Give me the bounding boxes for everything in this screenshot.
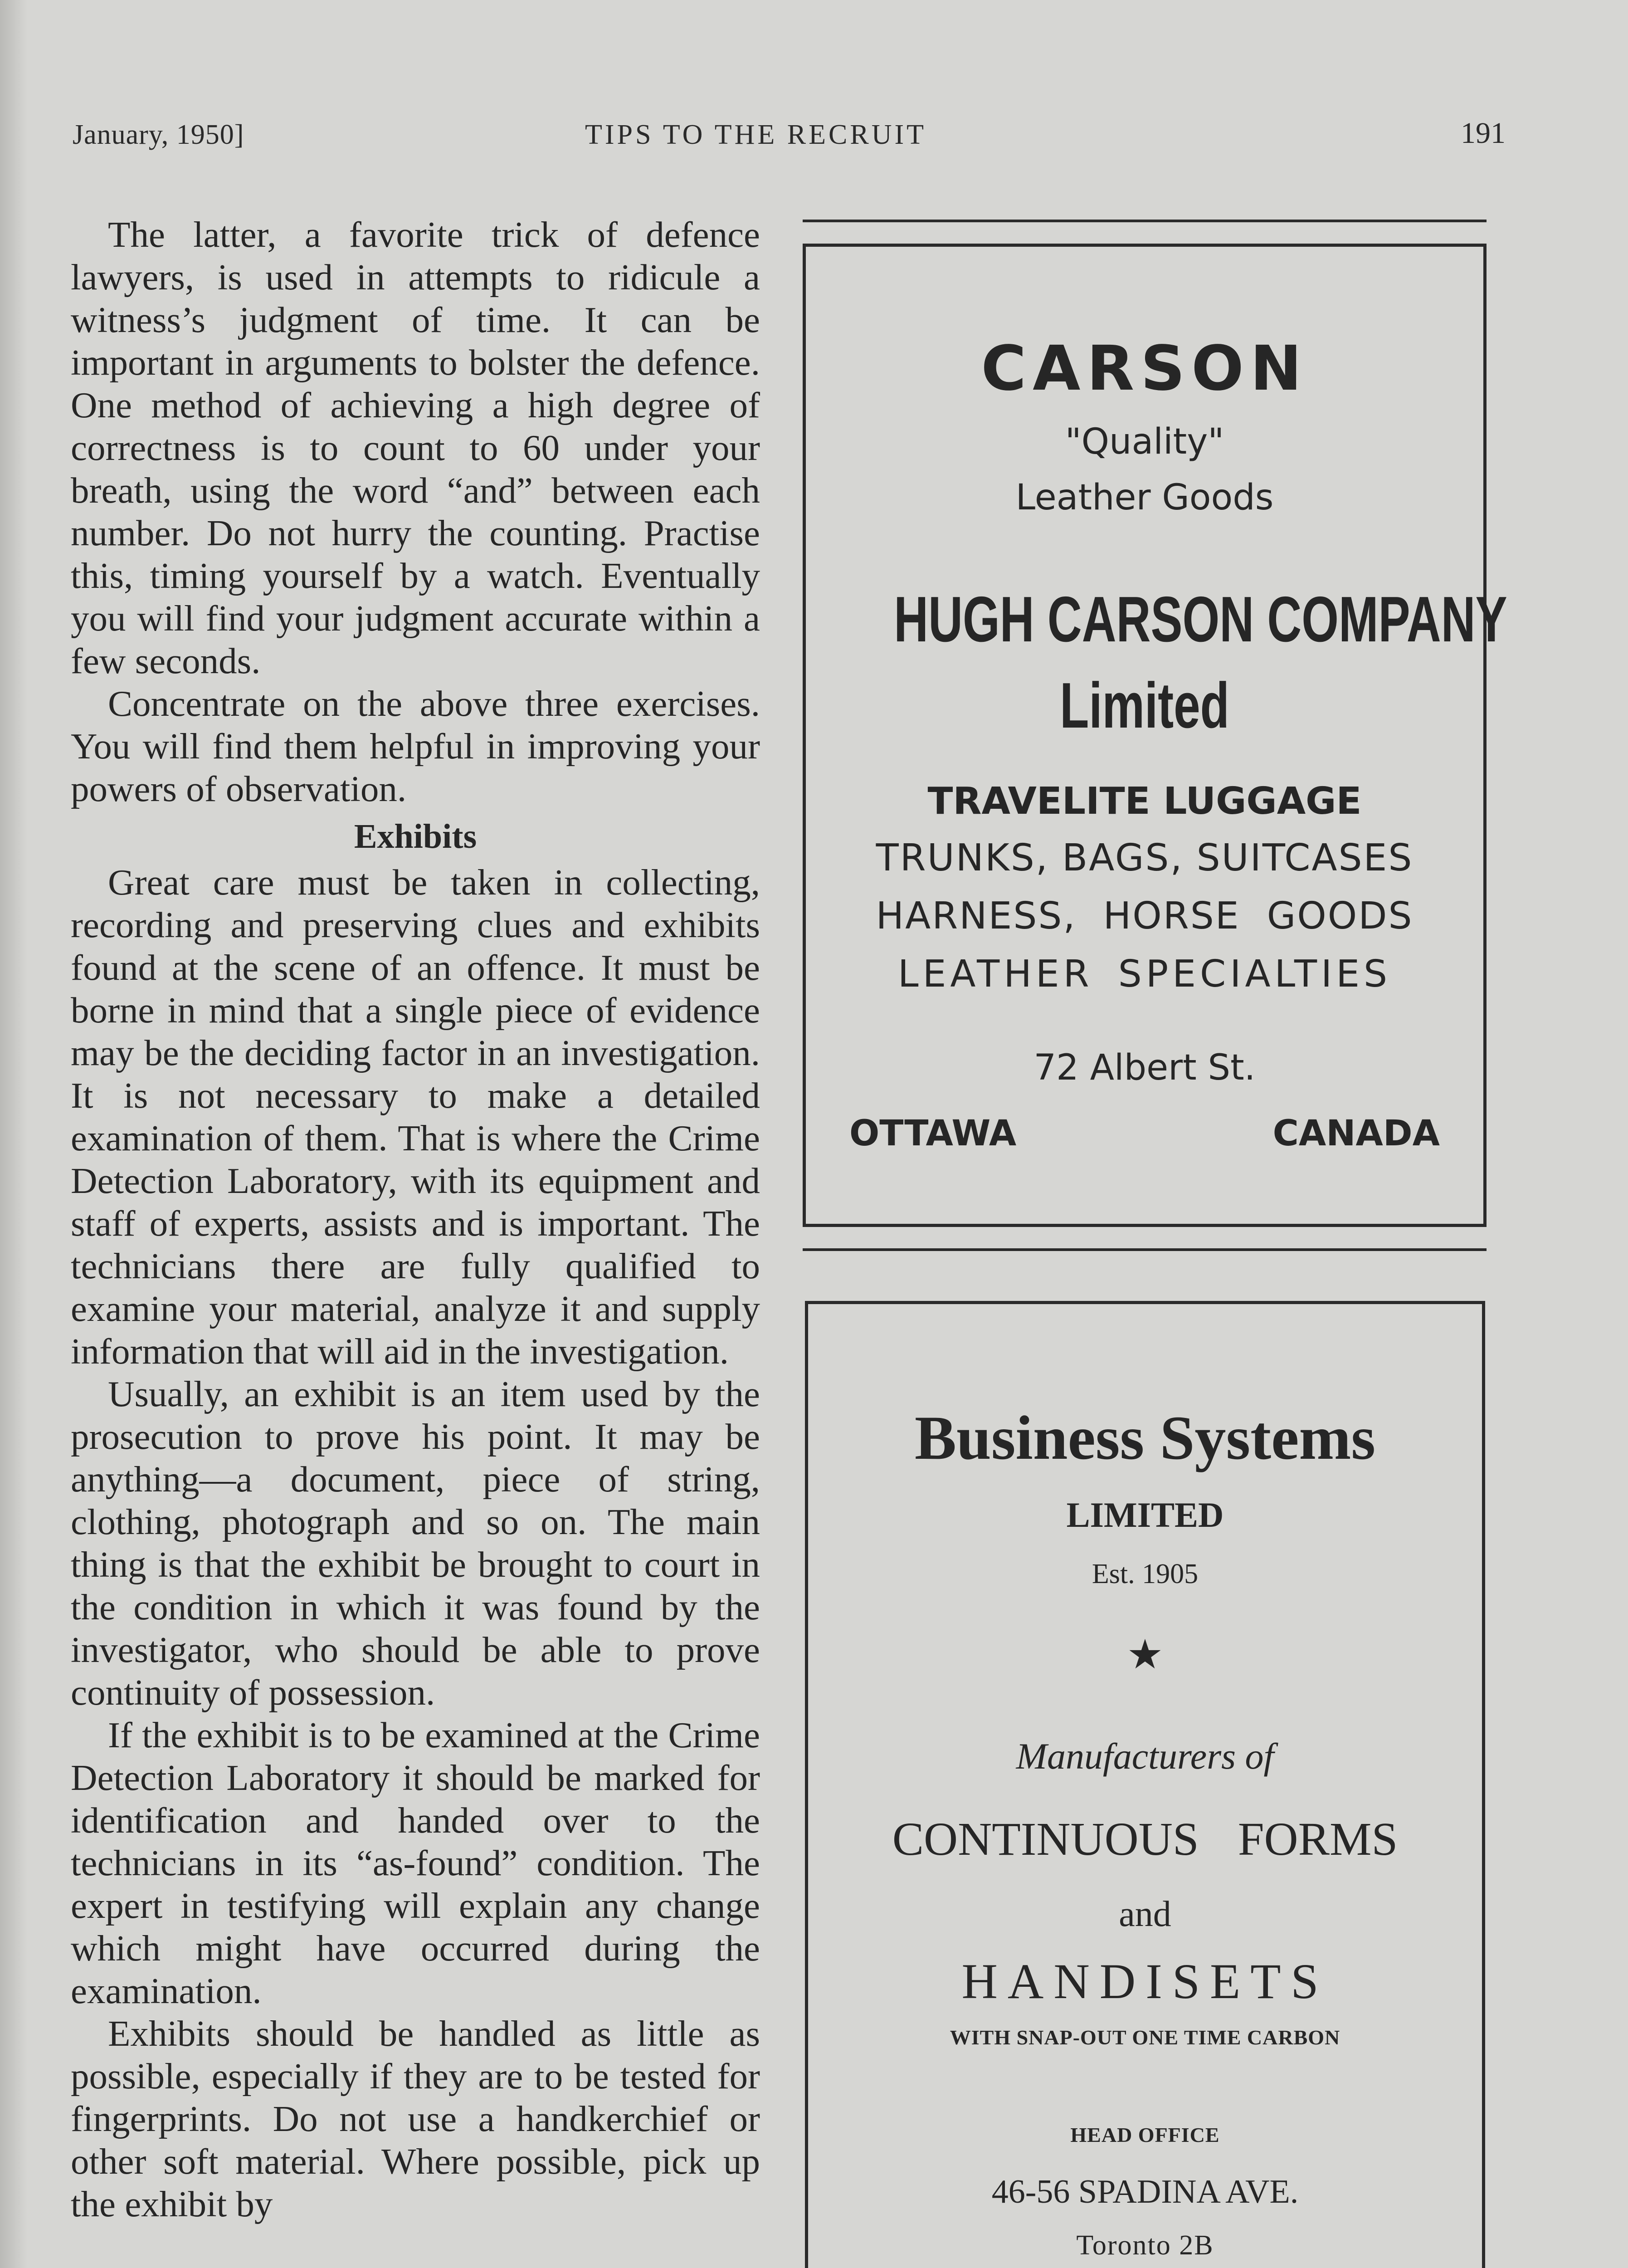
business-systems-suffix: LIMITED xyxy=(1066,1495,1224,1535)
article-paragraph: Exhibits should be handled as little as possible, especially if they are to be tested for fingerprints. Do not use a handkerchief or other soft material. Where possible, pick up the exhibit by xyxy=(71,2013,760,2224)
running-header xyxy=(73,119,1506,169)
carson-product-line: LEATHER SPECIALTIES xyxy=(897,953,1392,996)
product-continuous-forms: CONTINUOUS FORMS xyxy=(892,1813,1398,1865)
handisets-note: WITH SNAP-OUT ONE TIME CARBON xyxy=(950,2026,1340,2049)
carson-product-heading: TRAVELITE LUGGAGE xyxy=(927,780,1362,823)
carson-brand: CARSON xyxy=(981,333,1308,405)
carson-advertisement xyxy=(803,244,1507,1227)
business-systems-established: Est. 1905 xyxy=(1092,1559,1199,1589)
article-paragraph: The latter, a favorite trick of defence lawyers, is used in attempts to ridicule a witness’s judgment of time. It can be important in arguments to bolster the defence. One method of achieving a high degree of correctness is to count to 60 under your breath, using the word “and” between each number. Do not hurry the counting. Practise this, timing yourself by a watch. Eventually you will find your judgment accurate within a few seconds. xyxy=(71,214,760,681)
article-paragraph: Usually, an exhibit is an item used by the prosecution to prove his point. It may be anything—a document, piece of string, clothing, photograph and so on. The main thing is that the exhibit be brought to court in the condition in which it was found by the investigator, who should be able to prove continuity of possession. xyxy=(71,1374,760,1713)
page-number: 191 xyxy=(1461,117,1506,150)
header-title: TIPS TO THE RECRUIT xyxy=(585,119,927,150)
star-icon: ★ xyxy=(1126,1633,1164,1677)
article-paragraph: Concentrate on the above three exercises. You will find them helpful in improving your powers of observation. xyxy=(71,683,760,809)
article-paragraph: If the exhibit is to be examined at the Crime Detection Laboratory it should be marked for identification and handed over to the technicians in its “as-found” condition. The expert in testifying will explain any change which might have occurred during the examination. xyxy=(71,1715,760,2011)
divider-rule xyxy=(803,1248,1487,1251)
carson-product-line: TRUNKS, BAGS, SUITCASES xyxy=(876,836,1414,880)
carson-product-line: HARNESS, HORSE GOODS xyxy=(876,894,1414,938)
header-date: January, 1950] xyxy=(73,119,244,150)
product-conjunction: and xyxy=(1119,1894,1171,1934)
article-paragraph: Great care must be taken in collecting, recording and preserving clues and exhibits found at the scene of an offence. It must be borne in mind that a single piece of evidence may be the deciding factor in an investigation. It is not necessary to make a detailed examination of them. That is where the Crime Detection Laboratory, with its equipment and staff of experts, assists and is important. The technicians there are fully qualified to examine your material, analyze it and supply information that will aid in the investigation. xyxy=(71,862,760,1372)
carson-company-suffix: Limited xyxy=(1060,670,1229,742)
page-edge-shadow xyxy=(0,0,27,2268)
product-handisets: HANDISETS xyxy=(961,1954,1329,2009)
carson-city: OTTAWA xyxy=(849,1113,1017,1154)
divider-rule xyxy=(803,220,1487,222)
head-office-city: Toronto 2B xyxy=(1076,2230,1214,2261)
carson-company-name: HUGH CARSON COMPANY xyxy=(894,583,1507,655)
manufacturers-label: Manufacturers of xyxy=(1016,1735,1274,1777)
carson-country: CANADA xyxy=(1272,1113,1440,1154)
section-heading: Exhibits xyxy=(354,817,477,855)
business-systems-name: Business Systems xyxy=(914,1403,1376,1472)
head-office-street: 46-56 SPADINA AVE. xyxy=(991,2173,1299,2210)
carson-tagline: "Quality" xyxy=(1065,421,1224,462)
carson-address: 72 Albert St. xyxy=(1033,1047,1256,1088)
business-systems-advertisement xyxy=(805,1301,1485,2268)
article-column xyxy=(71,213,760,2225)
head-office-label: HEAD OFFICE xyxy=(1070,2123,1220,2146)
carson-subtitle: Leather Goods xyxy=(1015,477,1274,518)
